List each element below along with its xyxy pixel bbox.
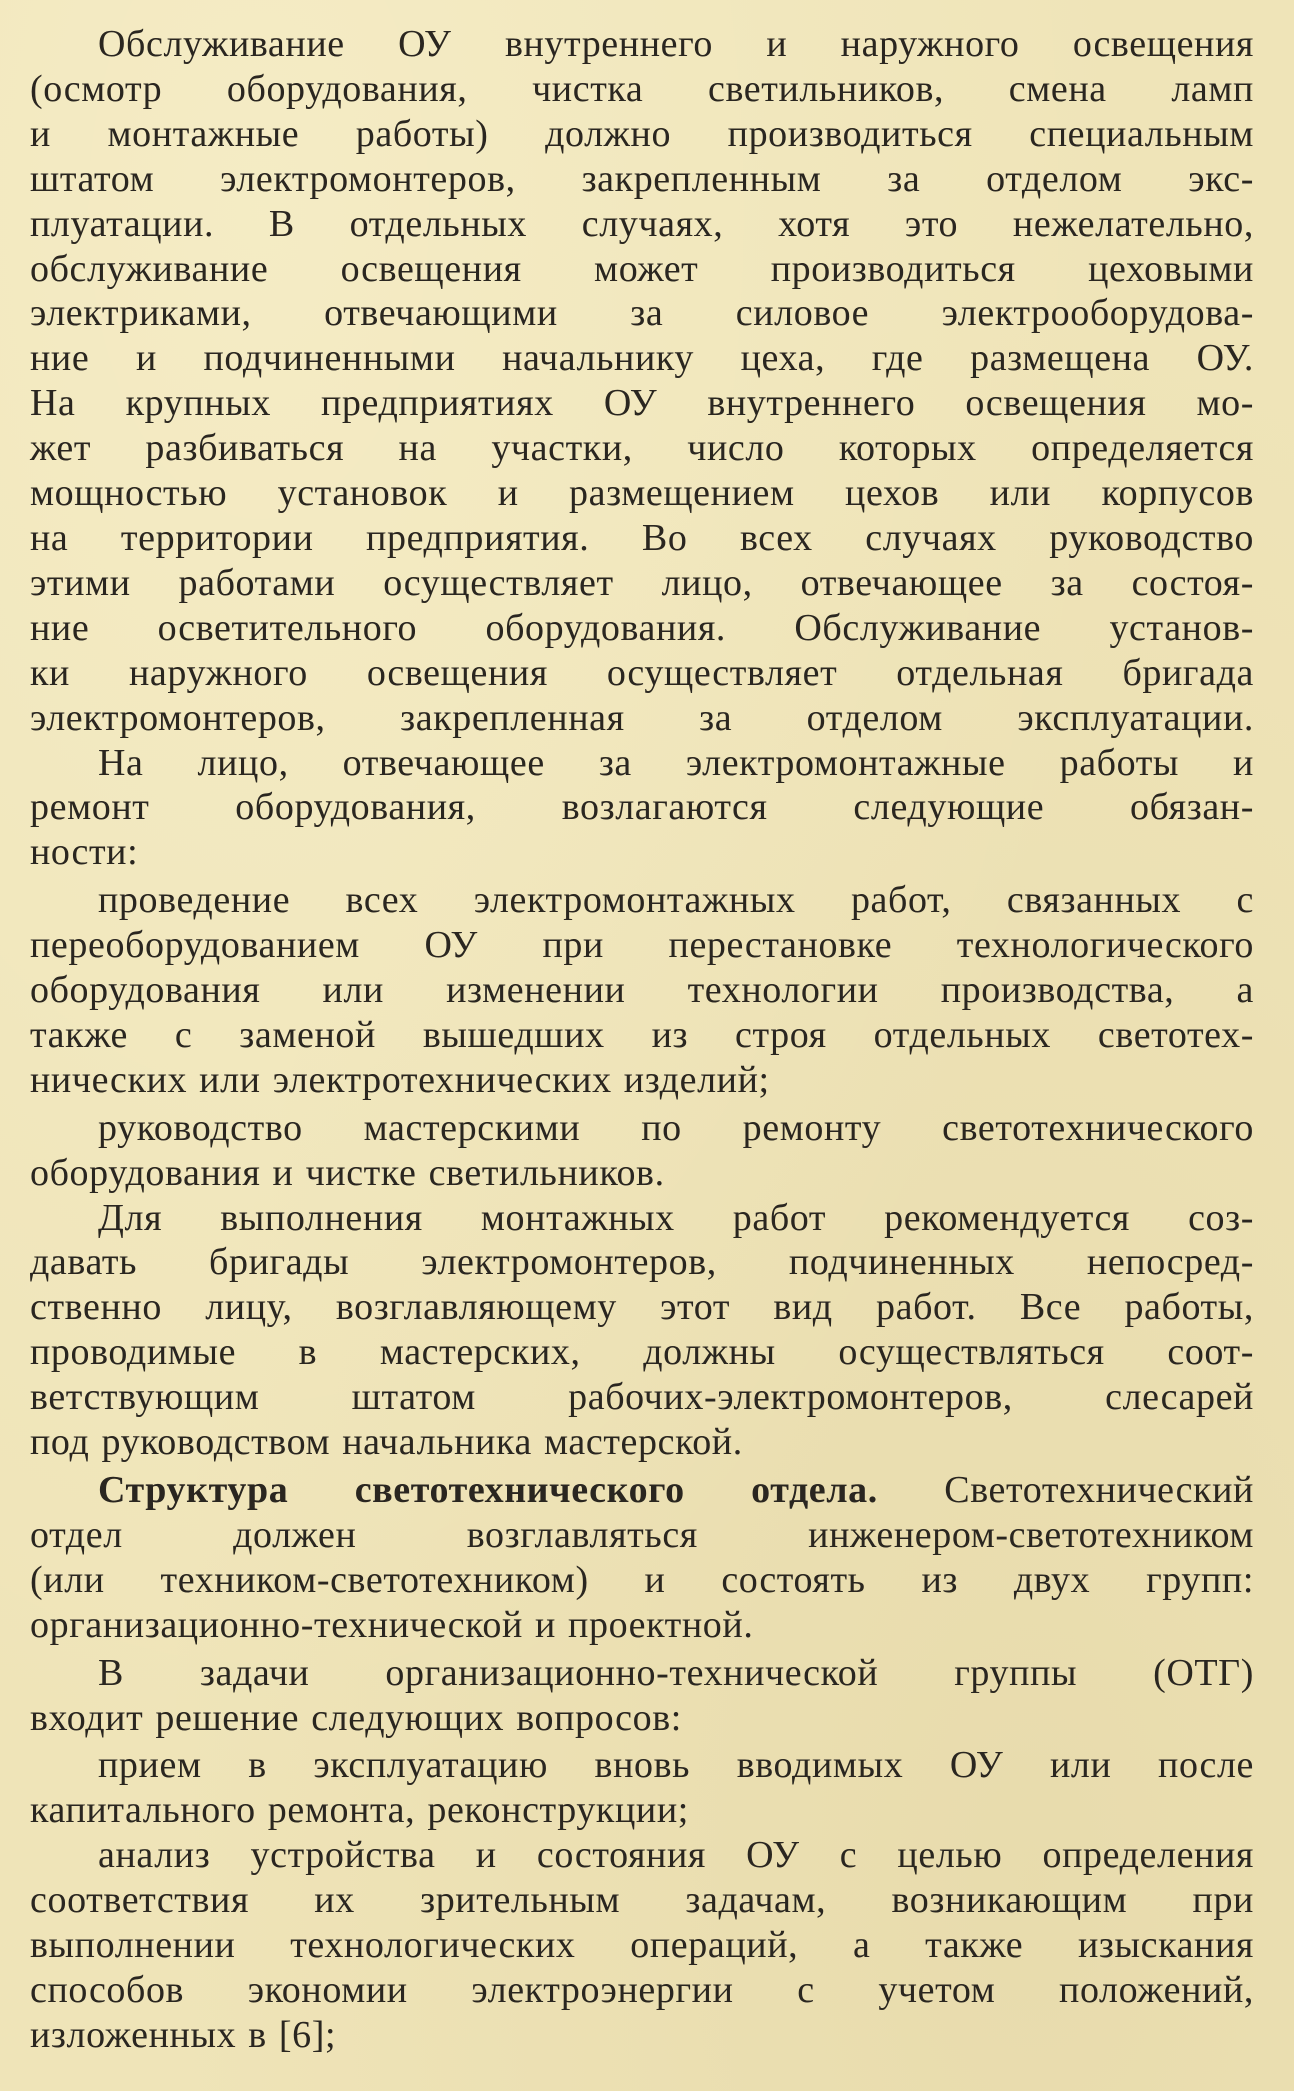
paragraph-duty-installation-cont <box>30 1058 1254 1103</box>
text-line: ремонт оборудования, возлагаются следующие обязан- <box>30 786 1254 829</box>
paragraph-maintenance-cont <box>30 561 1254 606</box>
paragraph-duty-installation-cont <box>30 923 1254 968</box>
paragraph-maintenance <box>30 22 1254 112</box>
paragraph-maintenance-cont <box>30 606 1254 651</box>
paragraph-duties-intro-cont <box>30 830 1254 875</box>
paragraph-maintenance-cont <box>30 112 1254 157</box>
paragraph-otg-tasks-cont <box>30 1696 1254 1741</box>
text-line: соответствия их зрительным задачам, возникающим при <box>30 1879 1254 1922</box>
paragraph-task-acceptance <box>30 1743 1254 1788</box>
text-line: ветствующим штатом рабочих-электромонтеров, слесарей <box>30 1376 1254 1419</box>
paragraph-structure-cont <box>30 1603 1254 1648</box>
paragraph-task-analysis-cont <box>30 1968 1254 2013</box>
text-line: изложенных в [6]; <box>30 2013 337 2056</box>
text-line: Для выполнения монтажных работ рекомендуется соз- <box>98 1196 1254 1239</box>
paragraph-maintenance-cont <box>30 202 1254 247</box>
text-line: На крупных предприятиях ОУ внутреннего освещения мо- <box>30 382 1254 425</box>
paragraph-duty-installation-cont <box>30 968 1254 1013</box>
paragraph-maintenance-cont <box>30 651 1254 696</box>
text-line: капитального ремонта, реконструкции; <box>30 1789 689 1832</box>
text-line: на территории предприятия. Во всех случаях руководство <box>30 516 1254 559</box>
paragraph-maintenance-cont <box>30 157 1254 202</box>
text-line: проведение всех электромонтажных работ, связанных с <box>98 879 1254 922</box>
text-line: электриками, отвечающими за силовое электрооборудова- <box>30 292 1254 335</box>
text-line: и монтажные работы) должно производиться специальным <box>30 112 1254 155</box>
text-line: выполнении технологических операций, а также изыскания <box>30 1924 1254 1967</box>
text-line: способов экономии электроэнергии с учетом положений, <box>30 1968 1254 2011</box>
text-line: прием в эксплуатацию вновь вводимых ОУ или после <box>98 1744 1254 1787</box>
paragraph-maintenance-cont <box>30 516 1254 561</box>
text-line: обслуживание освещения может производиться цеховыми <box>30 247 1254 290</box>
text-line: Светотехнический <box>877 1469 1254 1511</box>
paragraph-task-analysis-cont <box>30 1878 1254 1923</box>
text-line: ние и подчиненными начальнику цеха, где размещена ОУ. <box>30 337 1254 380</box>
text-line: этими работами осуществляет лицо, отвечающее за состоя- <box>30 561 1254 604</box>
paragraph-maintenance-cont <box>30 381 1254 426</box>
paragraph-duty-installation-cont <box>30 1013 1254 1058</box>
text-line: нических или электротехнических изделий; <box>30 1058 770 1101</box>
text-line: руководство мастерскими по ремонту светотехнического <box>98 1106 1254 1149</box>
paragraph-duty-workshops-cont <box>30 1151 1254 1196</box>
paragraph-maintenance-cont <box>30 426 1254 471</box>
text-line: штатом электромонтеров, закрепленным за отделом экс- <box>30 157 1254 200</box>
text-line: под руководством начальника мастерской. <box>30 1421 743 1464</box>
paragraph-brigades <box>30 1196 1254 1241</box>
paragraph-duty-workshops <box>30 1106 1254 1151</box>
paragraph-otg-tasks <box>30 1651 1254 1696</box>
text-line: (осмотр оборудования, чистка светильников, смена ламп <box>30 67 1254 110</box>
text-line: также с заменой вышедших из строя отдельных светотех- <box>30 1013 1254 1056</box>
paragraph-structure <box>30 1468 1254 1513</box>
text-line: переоборудованием ОУ при перестановке технологического <box>30 924 1254 967</box>
text-line: ки наружного освещения осуществляет отдельная бригада <box>30 651 1254 694</box>
text-line: отдел должен возглавляться инженером-светотехником <box>30 1513 1254 1556</box>
paragraph-brigades-cont <box>30 1285 1254 1330</box>
paragraph-maintenance-cont <box>30 696 1254 741</box>
text-line: анализ устройства и состояния ОУ с целью определения <box>98 1834 1254 1877</box>
text-line: электромонтеров, закрепленная за отделом эксплуатации. <box>30 696 1254 739</box>
paragraph-brigades-cont <box>30 1375 1254 1420</box>
paragraph-task-analysis-cont <box>30 1923 1254 1968</box>
paragraph-structure-cont <box>30 1558 1254 1603</box>
paragraph-duties-intro-cont <box>30 785 1254 830</box>
paragraph-maintenance-cont <box>30 247 1254 292</box>
section-heading: Структура светотехнического отдела. <box>98 1469 878 1511</box>
text-line: входит решение следующих вопросов: <box>30 1696 682 1739</box>
paragraph-task-acceptance-cont <box>30 1788 1254 1833</box>
text-line: оборудования или изменении технологии производства, а <box>30 969 1254 1012</box>
paragraph-task-analysis-cont <box>30 2013 1254 2058</box>
text-line: На лицо, отвечающее за электромонтажные работы и <box>98 741 1254 784</box>
text-line: Обслуживание ОУ внутреннего и наружного освещения <box>98 23 1254 65</box>
text-line: В задачи организационно-технической группы (ОТГ) <box>98 1651 1254 1694</box>
text-line: давать бригады электромонтеров, подчиненных непосред- <box>30 1241 1254 1284</box>
text-line: ние осветительного оборудования. Обслуживание установ- <box>30 606 1254 649</box>
text-line: плуатации. В отдельных случаях, хотя это нежелательно, <box>30 202 1254 245</box>
text-line: (или техником-светотехником) и состоять из двух групп: <box>30 1558 1254 1601</box>
text-line: ности: <box>30 831 139 874</box>
paragraph-brigades-cont <box>30 1240 1254 1285</box>
text-line: организационно-технической и проектной. <box>30 1603 754 1646</box>
text-line: жет разбиваться на участки, число которых определяется <box>30 427 1254 470</box>
paragraph-duties-intro <box>30 741 1254 786</box>
paragraph-structure-cont <box>30 1513 1254 1558</box>
text-line: мощностью установок и размещением цехов или корпусов <box>30 472 1254 515</box>
paragraph-maintenance-cont <box>30 336 1254 381</box>
paragraph-maintenance-cont <box>30 471 1254 516</box>
paragraph-duty-installation <box>30 878 1254 923</box>
paragraph-maintenance-cont <box>30 291 1254 336</box>
text-line: оборудования и чистке светильников. <box>30 1151 665 1194</box>
text-line: проводимые в мастерских, должны осуществляться соот- <box>30 1331 1254 1374</box>
text-line: ственно лицу, возглавляющему этот вид работ. Все работы, <box>30 1286 1254 1329</box>
paragraph-task-analysis <box>30 1833 1254 1878</box>
paragraph-brigades-cont <box>30 1330 1254 1375</box>
paragraph-brigades-cont <box>30 1420 1254 1465</box>
